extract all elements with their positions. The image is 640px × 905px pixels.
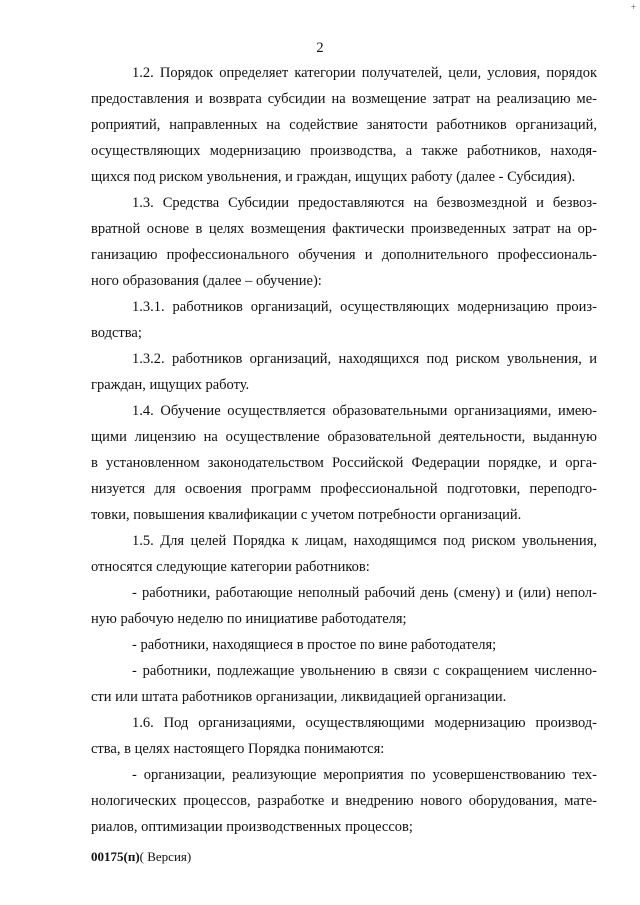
paragraph-line: 1.6. Под организациями, осуществляющими модернизацию производ- <box>132 715 597 731</box>
paragraph-line: щими лицензию на осуществление образовательной деятельности, выданную <box>91 429 597 445</box>
paragraph <box>91 710 597 762</box>
paragraph-line: 1.2. Порядок определяет категории получателей, цели, условия, порядок <box>132 65 597 81</box>
document-code: 00175(п) <box>91 849 140 864</box>
paragraph <box>91 398 597 528</box>
corner-mark: + <box>630 2 636 12</box>
paragraph-line: вратной основе в целях возмещения фактически произведенных затрат на ор- <box>91 221 597 237</box>
document-body <box>91 60 597 840</box>
paragraph <box>91 60 597 190</box>
paragraph-line: - работники, находящиеся в простое по вине работодателя; <box>132 637 497 653</box>
paragraph <box>91 346 597 398</box>
paragraph <box>91 658 597 710</box>
paragraph-line: нологических процессов, разработке и внедрению нового оборудования, мате- <box>91 793 597 809</box>
paragraph-line: 1.3.2. работников организаций, находящихся под риском увольнения, и <box>132 351 597 367</box>
paragraph <box>91 580 597 632</box>
paragraph <box>91 762 597 840</box>
paragraph-line: - работники, работающие неполный рабочий день (смену) и (или) непол- <box>132 585 597 601</box>
paragraph-line: низуется для освоения программ профессиональной подготовки, переподго- <box>91 481 597 497</box>
document-footer <box>91 849 191 865</box>
paragraph-line: 1.3. Средства Субсидии предоставляются на безвозмездной и безвоз- <box>132 195 597 211</box>
paragraph-line: щихся под риском увольнения, и граждан, ищущих работу (далее - Субсидия). <box>91 169 576 185</box>
paragraph-line: - работники, подлежащие увольнению в связи с сокращением численно- <box>132 663 597 679</box>
paragraph-line: - организации, реализующие мероприятия по усовершенствованию тех- <box>132 767 597 783</box>
paragraph <box>91 190 597 294</box>
paragraph-line: ного образования (далее – обучение): <box>91 273 322 289</box>
page-number: 2 <box>316 40 324 56</box>
paragraph-line: граждан, ищущих работу. <box>91 377 250 393</box>
paragraph-line: сти или штата работников организации, ликвидацией организации. <box>91 689 507 705</box>
paragraph-line: водства; <box>91 325 142 341</box>
paragraph-line: риалов, оптимизации производственных процессов; <box>91 819 413 835</box>
paragraph <box>91 632 597 658</box>
paragraph-line: ганизацию профессионального обучения и дополнительного профессиональ- <box>91 247 597 263</box>
paragraph-line: 1.3.1. работников организаций, осуществляющих модернизацию произ- <box>132 299 597 315</box>
paragraph-line: роприятий, направленных на содействие занятости работников организаций, <box>91 117 597 133</box>
paragraph-line: ства, в целях настоящего Порядка понимаются: <box>91 741 385 757</box>
paragraph-line: 1.4. Обучение осуществляется образовательными организациями, имею- <box>132 403 597 419</box>
paragraph-line: товки, повышения квалификации с учетом потребности организаций. <box>91 507 522 523</box>
document-version: ( Версия) <box>139 849 192 864</box>
paragraph-line: осуществляющих модернизацию производства, а также работников, находя- <box>91 143 597 159</box>
paragraph-line: 1.5. Для целей Порядка к лицам, находящимся под риском увольнения, <box>132 533 597 549</box>
paragraph <box>91 294 597 346</box>
paragraph-line: предоставления и возврата субсидии на возмещение затрат на реализацию ме- <box>91 91 597 107</box>
paragraph-line: в установленном законодательством Российской Федерации порядке, и орга- <box>91 455 597 471</box>
paragraph-line: ную рабочую неделю по инициативе работодателя; <box>91 611 407 627</box>
paragraph <box>91 528 597 580</box>
paragraph-line: относятся следующие категории работников: <box>91 559 370 575</box>
